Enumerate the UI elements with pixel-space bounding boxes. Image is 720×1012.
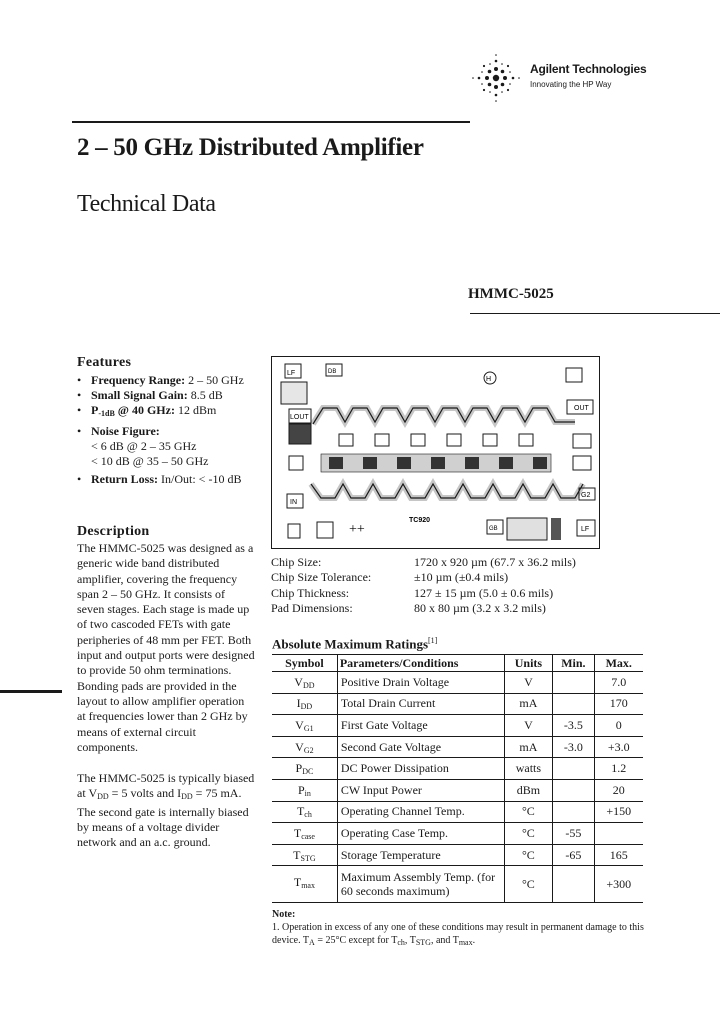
table-row: Tcase Operating Case Temp. °C -55 <box>272 823 643 845</box>
chip-label-lf-top: LF <box>287 370 296 377</box>
chip-label-lout: LOUT <box>290 414 309 421</box>
table-row: IDD Total Drain Current mA 170 <box>272 693 643 715</box>
ratings-heading: Absolute Maximum Ratings[1] <box>272 636 438 652</box>
description-para-1: The HMMC-5025 was designed as a generic wide band distributed amplifier, covering the frequency span 2 – 50 GHz. It consists of seven stages. Each stage is made up of two cascoded FETs with gate peripheries of 48 mm per FET. Both input and output ports were designed to provide 50 ohm terminations. Bonding pads are provided in the layout to allow amplifier operation at frequencies lower than 2 GHz by means of external circuit components. <box>77 541 255 754</box>
chip-label-gb: GB <box>489 526 498 532</box>
chip-label-code: TC920 <box>409 517 431 524</box>
chip-specs <box>271 555 576 616</box>
chip-label-g2: G2 <box>581 492 591 499</box>
chip-label-lf-bot: LF <box>581 526 590 533</box>
table-header-row <box>272 655 643 672</box>
table-row: Pin CW Input Power dBm 20 <box>272 779 643 801</box>
side-rule <box>0 690 62 693</box>
part-rule <box>470 313 720 314</box>
table-row: VG2 Second Gate Voltage mA -3.0 +3.0 <box>272 736 643 758</box>
table-row: Tch Operating Channel Temp. °C +150 <box>272 801 643 823</box>
chip-label-plus: ++ <box>349 522 365 537</box>
part-number: HMMC-5025 <box>468 286 554 302</box>
svg-text:H: H <box>486 376 492 383</box>
features-heading: Features <box>77 355 132 370</box>
feature-item: • Return Loss: In/Out: < -10 dB <box>77 472 262 487</box>
feature-item: • Noise Figure: <box>77 424 262 439</box>
noise-line: < 6 dB @ 2 – 35 GHz <box>91 439 197 453</box>
table-row: Tmax Maximum Assembly Temp. (for 60 seconds maximum) °C +300 <box>272 866 643 903</box>
table-row: TSTG Storage Temperature °C -65 165 <box>272 844 643 866</box>
spec-row: Chip Size: 1720 x 920 µm (67.7 x 36.2 mils) <box>271 555 576 569</box>
company-name: Agilent Technologies <box>530 62 647 76</box>
feature-item: • P-1dB @ 40 GHz: 12 dBm <box>77 403 262 421</box>
chip-layout-image <box>271 356 600 549</box>
title-rule <box>72 121 470 123</box>
table-row: VDD Positive Drain Voltage V 7.0 <box>272 672 643 694</box>
page-subtitle: Technical Data <box>77 191 216 217</box>
chip-label-out: OUT <box>574 405 589 412</box>
col-header: Parameters/Conditions <box>337 655 504 672</box>
note-heading: Note: <box>272 909 296 920</box>
chip-label-in: IN <box>290 499 297 506</box>
description-heading: Description <box>77 524 150 539</box>
col-header: Units <box>504 655 553 672</box>
spec-row: Chip Thickness: 127 ± 15 µm (5.0 ± 0.6 mils) <box>271 585 554 600</box>
col-header: Max. <box>594 655 643 672</box>
company-tagline: Innovating the HP Way <box>530 80 612 89</box>
features-list <box>77 373 262 487</box>
chip-label-db: DB <box>328 369 337 375</box>
agilent-spark-icon <box>470 52 522 104</box>
spec-row: Chip Size Tolerance: ±10 µm (±0.4 mils) <box>271 570 509 585</box>
noise-line: < 10 dB @ 35 – 50 GHz <box>91 454 209 468</box>
note-text: 1. Operation in excess of any one of these conditions may result in permanent damage to this device. $T_A = 25^\circ C$ except for $T_{ch}$, $T_{STG}$, and $T_{max}$. <box>272 922 644 947</box>
feature-item: • Small Signal Gain: 8.5 dB <box>77 388 262 403</box>
col-header: Symbol <box>272 655 337 672</box>
page-title: 2 – 50 GHz Distributed Amplifier <box>77 134 424 161</box>
description-para-2: The HMMC-5025 is typically biased at VDD = 5 volts and IDD = 75 mA. The second gate is internally biased by means of a voltage divider network and an a.c. ground. <box>77 771 255 850</box>
table-row: VG1 First Gate Voltage V -3.5 0 <box>272 715 643 737</box>
ratings-table <box>272 654 643 903</box>
col-header: Min. <box>553 655 594 672</box>
spec-row: Pad Dimensions: 80 x 80 µm (3.2 x 3.2 mils) <box>271 600 546 615</box>
table-row: PDC DC Power Dissipation watts 1.2 <box>272 758 643 780</box>
feature-item: • Frequency Range: 2 – 50 GHz <box>77 373 262 388</box>
